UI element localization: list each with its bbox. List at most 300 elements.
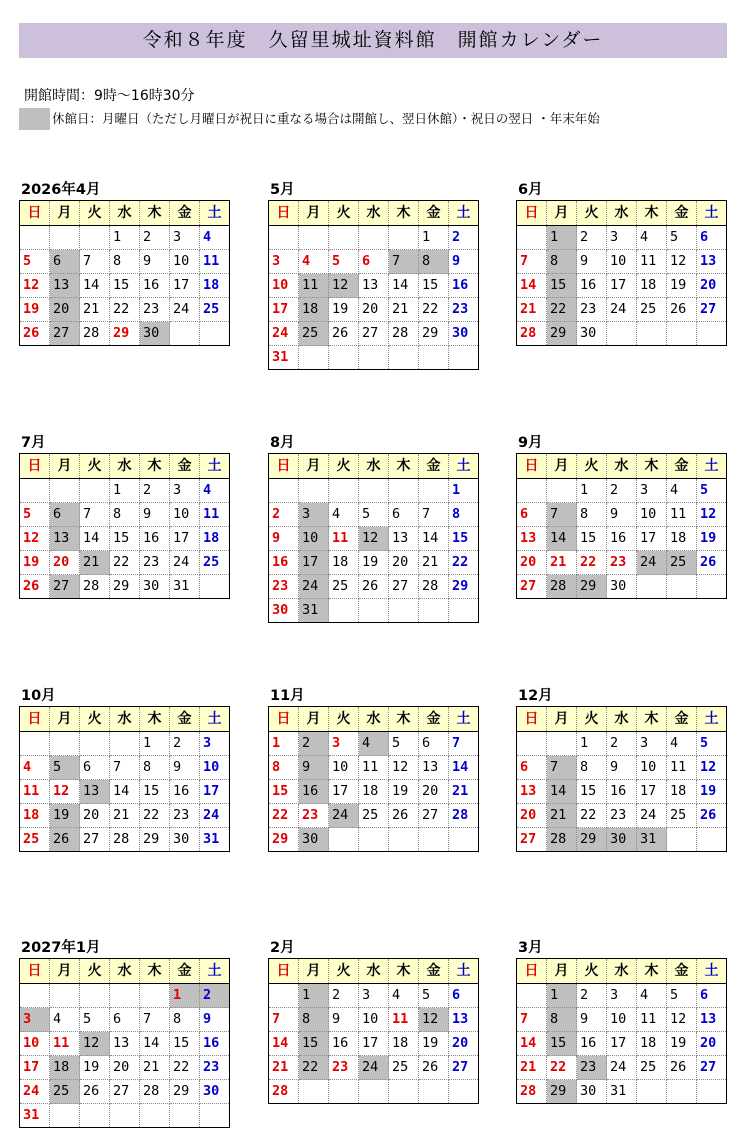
weekday-header: 日: [269, 201, 299, 226]
week-row: [20, 780, 230, 804]
empty-cell: [50, 984, 80, 1008]
day-cell: 24: [637, 804, 667, 828]
day-cell: 8: [577, 503, 607, 527]
day-cell: 3: [607, 226, 637, 250]
closed-day-cell: 24: [637, 551, 667, 575]
weekday-header: 木: [389, 707, 419, 732]
weekday-header-row: [517, 707, 727, 732]
day-cell: 1: [140, 732, 170, 756]
day-cell: 15: [140, 780, 170, 804]
week-row: [517, 1008, 727, 1032]
day-cell: 10: [269, 274, 299, 298]
weekday-header: 水: [607, 707, 637, 732]
closed-day-cell: 24: [299, 575, 329, 599]
empty-cell: [449, 1080, 479, 1104]
day-cell: 7: [269, 1008, 299, 1032]
week-row: [517, 250, 727, 274]
day-cell: 13: [449, 1008, 479, 1032]
closed-day-cell: 3: [20, 1008, 50, 1032]
closed-day-cell: 4: [359, 732, 389, 756]
weekday-header: 火: [577, 454, 607, 479]
day-cell: 28: [110, 828, 140, 852]
weekday-header: 金: [667, 201, 697, 226]
closed-day-cell: 20: [50, 298, 80, 322]
day-cell: 5: [667, 984, 697, 1008]
closed-day-cell: 8: [547, 250, 577, 274]
day-cell: 15: [269, 780, 299, 804]
closed-day-cell: 6: [50, 250, 80, 274]
closed-day-cell: 2: [200, 984, 230, 1008]
weekday-header-row: [20, 707, 230, 732]
day-cell: 22: [577, 804, 607, 828]
weekday-header: 火: [577, 201, 607, 226]
empty-cell: [359, 599, 389, 623]
day-cell: 1: [449, 479, 479, 503]
week-row: [20, 1080, 230, 1104]
closed-day-cell: 8: [547, 1008, 577, 1032]
day-cell: 14: [449, 756, 479, 780]
day-cell: 3: [200, 732, 230, 756]
closed-day-cell: 7: [547, 503, 577, 527]
empty-cell: [637, 322, 667, 346]
weekday-header: 土: [449, 201, 479, 226]
weekday-header: 月: [299, 201, 329, 226]
empty-cell: [419, 599, 449, 623]
day-cell: 31: [170, 575, 200, 599]
day-cell: 6: [697, 984, 727, 1008]
closed-day-cell: 21: [80, 551, 110, 575]
day-cell: 18: [200, 527, 230, 551]
empty-cell: [607, 322, 637, 346]
month-calendar: [268, 686, 478, 852]
week-row: [517, 828, 727, 852]
day-cell: 27: [449, 1056, 479, 1080]
empty-cell: [80, 732, 110, 756]
day-cell: 21: [419, 551, 449, 575]
day-cell: 29: [140, 828, 170, 852]
closed-day-cell: 1: [547, 984, 577, 1008]
day-cell: 2: [140, 479, 170, 503]
closed-day-cell: 25: [299, 322, 329, 346]
day-cell: 23: [577, 298, 607, 322]
weekday-header: 日: [517, 201, 547, 226]
day-cell: 12: [20, 527, 50, 551]
day-cell: 20: [697, 1032, 727, 1056]
day-cell: 23: [329, 1056, 359, 1080]
empty-cell: [299, 1080, 329, 1104]
day-cell: 31: [203, 831, 220, 847]
closed-day-cell: 13: [50, 527, 80, 551]
day-cell: 11: [667, 503, 697, 527]
empty-cell: [667, 322, 697, 346]
week-row: [20, 575, 230, 599]
day-cell: 19: [667, 274, 697, 298]
day-cell: 21: [110, 804, 140, 828]
day-cell: 6: [389, 503, 419, 527]
day-cell: 28: [140, 1080, 170, 1104]
closed-day-cell: 25: [667, 551, 697, 575]
month-table: [19, 958, 230, 1128]
day-cell: 13: [697, 250, 727, 274]
day-cell: 27: [697, 298, 727, 322]
day-cell: 10: [20, 1032, 50, 1056]
month-title: 10月: [21, 688, 56, 704]
closed-day-cell: 30: [299, 828, 329, 852]
day-cell: 15: [577, 527, 607, 551]
day-cell: 14: [110, 780, 140, 804]
day-cell: 26: [80, 1080, 110, 1104]
week-row: [517, 756, 727, 780]
week-row: [517, 503, 727, 527]
day-cell: 14: [389, 274, 419, 298]
week-row: [20, 732, 230, 756]
day-cell: 2: [329, 984, 359, 1008]
day-cell: 2: [577, 984, 607, 1008]
week-row: [517, 479, 727, 503]
day-cell: 26: [667, 1056, 697, 1080]
weekday-header: 木: [637, 454, 667, 479]
day-cell: 28: [389, 322, 419, 346]
day-cell: 15: [577, 780, 607, 804]
day-cell: 1: [577, 732, 607, 756]
weekday-header: 火: [577, 707, 607, 732]
day-cell: 9: [577, 250, 607, 274]
day-cell: 5: [329, 250, 359, 274]
day-cell: 15: [419, 274, 449, 298]
day-cell: 17: [20, 1056, 50, 1080]
day-cell: 15: [170, 1032, 200, 1056]
day-cell: 26: [667, 298, 697, 322]
weekday-header: 土: [697, 201, 727, 226]
day-cell: 24: [269, 322, 299, 346]
week-row: [269, 1080, 479, 1104]
day-cell: 26: [329, 322, 359, 346]
week-row: [269, 756, 479, 780]
week-row: [20, 1032, 230, 1056]
day-cell: 8: [110, 250, 140, 274]
day-cell: 22: [140, 804, 170, 828]
closed-day-cell: 11: [299, 274, 329, 298]
day-cell: 27: [517, 575, 547, 599]
week-row: [20, 503, 230, 527]
page-title: 令和８年度 久留里城址資料館 開館カレンダー: [19, 23, 727, 58]
closed-day-cell: 6: [50, 503, 80, 527]
day-cell: 26: [419, 1056, 449, 1080]
weekday-header: 火: [80, 707, 110, 732]
day-cell: 4: [667, 732, 697, 756]
weekday-header: 日: [269, 454, 299, 479]
weekday-header: 土: [697, 959, 727, 984]
week-row: [517, 732, 727, 756]
week-row: [517, 1032, 727, 1056]
day-cell: 26: [20, 322, 50, 346]
empty-cell: [389, 599, 419, 623]
month-calendar: [516, 686, 726, 852]
weekday-header-row: [269, 201, 479, 226]
closed-day-cell: 26: [50, 828, 80, 852]
week-row: [517, 804, 727, 828]
closed-day-cell: 1: [547, 226, 577, 250]
closed-day-cell: 8: [299, 1008, 329, 1032]
empty-cell: [110, 984, 140, 1008]
empty-cell: [269, 984, 299, 1008]
weekday-header-row: [517, 959, 727, 984]
day-cell: 2: [607, 479, 637, 503]
day-cell: 18: [329, 551, 359, 575]
empty-cell: [419, 346, 449, 370]
day-cell: 10: [637, 756, 667, 780]
day-cell: 12: [389, 756, 419, 780]
day-cell: 4: [200, 226, 230, 250]
day-cell: 23: [449, 298, 479, 322]
day-cell: 4: [637, 226, 667, 250]
day-cell: 25: [389, 1056, 419, 1080]
day-cell: 13: [359, 274, 389, 298]
weekday-header: 木: [140, 707, 170, 732]
day-cell: 10: [359, 1008, 389, 1032]
day-cell: 3: [637, 732, 667, 756]
day-cell: 17: [359, 1032, 389, 1056]
weekday-header: 水: [110, 959, 140, 984]
day-cell: 17: [607, 1032, 637, 1056]
day-cell: 9: [449, 250, 479, 274]
day-cell: 20: [80, 804, 110, 828]
week-row: [269, 226, 479, 250]
day-cell: 24: [607, 1056, 637, 1080]
empty-cell: [449, 828, 479, 852]
day-cell: 18: [20, 804, 50, 828]
empty-cell: [329, 346, 359, 370]
empty-cell: [299, 479, 329, 503]
day-cell: 17: [200, 780, 230, 804]
day-cell: 22: [170, 1056, 200, 1080]
day-cell: 30: [170, 828, 200, 852]
day-cell: 6: [517, 756, 547, 780]
empty-cell: [329, 1080, 359, 1104]
weekday-header: 火: [329, 959, 359, 984]
day-cell: 29: [269, 828, 299, 852]
day-cell: 22: [577, 551, 607, 575]
closed-day-cell: 25: [50, 1080, 80, 1104]
closed-day-swatch: [19, 108, 50, 130]
closed-day-cell: 1: [299, 984, 329, 1008]
month-calendar: [19, 433, 229, 599]
day-cell: 14: [80, 527, 110, 551]
closed-day-cell: 1: [170, 984, 200, 1008]
empty-cell: [329, 479, 359, 503]
weekday-header: 土: [697, 454, 727, 479]
day-cell: 2: [269, 503, 299, 527]
day-cell: 22: [547, 1056, 577, 1080]
week-row: [269, 828, 479, 852]
day-cell: 23: [607, 551, 637, 575]
weekday-header: 金: [667, 454, 697, 479]
month-table: [516, 706, 727, 852]
day-cell: 21: [140, 1056, 170, 1080]
day-cell: 15: [110, 527, 140, 551]
weekday-header: 月: [50, 959, 80, 984]
day-cell: 16: [200, 1032, 230, 1056]
day-cell: 27: [80, 828, 110, 852]
closed-day-cell: 22: [299, 1056, 329, 1080]
day-cell: 6: [517, 503, 547, 527]
day-cell: 2: [170, 732, 200, 756]
weekday-header: 火: [329, 454, 359, 479]
closed-day-cell: 12: [419, 1008, 449, 1032]
empty-cell: [50, 1104, 80, 1128]
weekday-header-row: [269, 707, 479, 732]
day-cell: 20: [359, 298, 389, 322]
empty-cell: [20, 732, 50, 756]
day-cell: 8: [110, 503, 140, 527]
weekday-header: 日: [20, 959, 50, 984]
day-cell: 9: [140, 250, 170, 274]
day-cell: 28: [269, 1080, 299, 1104]
day-cell: 10: [607, 250, 637, 274]
day-cell: 20: [110, 1056, 140, 1080]
day-cell: 12: [50, 780, 80, 804]
closed-day-cell: 23: [577, 1056, 607, 1080]
empty-cell: [389, 828, 419, 852]
day-cell: 3: [329, 732, 359, 756]
empty-cell: [20, 479, 50, 503]
weekday-header: 月: [50, 454, 80, 479]
weekday-header: 水: [359, 959, 389, 984]
day-cell: 22: [110, 551, 140, 575]
week-row: [20, 250, 230, 274]
day-cell: 18: [637, 274, 667, 298]
month-calendar: [268, 433, 478, 623]
day-cell: 8: [269, 756, 299, 780]
day-cell: 7: [140, 1008, 170, 1032]
empty-cell: [50, 226, 80, 250]
weekday-header: 月: [547, 707, 577, 732]
day-cell: 24: [20, 1080, 50, 1104]
day-cell: 6: [359, 250, 389, 274]
weekday-header: 土: [200, 201, 230, 226]
weekday-header: 月: [547, 959, 577, 984]
closed-day-cell: 22: [547, 298, 577, 322]
day-cell: 3: [359, 984, 389, 1008]
day-cell: 2: [607, 732, 637, 756]
closed-day-cell: 16: [299, 780, 329, 804]
month-title: 9月: [518, 435, 543, 451]
empty-cell: [517, 732, 547, 756]
day-cell: 9: [607, 756, 637, 780]
month-table: [516, 958, 727, 1104]
week-row: [517, 780, 727, 804]
day-cell: 5: [697, 479, 727, 503]
weekday-header: 土: [697, 707, 727, 732]
weekday-header: 火: [329, 201, 359, 226]
empty-cell: [50, 479, 80, 503]
week-row: [269, 780, 479, 804]
day-cell: 8: [170, 1008, 200, 1032]
day-cell: 19: [667, 1032, 697, 1056]
week-row: [517, 575, 727, 599]
day-cell: 16: [329, 1032, 359, 1056]
weekday-header: 日: [20, 201, 50, 226]
empty-cell: [667, 1080, 697, 1104]
day-cell: 25: [637, 298, 667, 322]
day-cell: 19: [80, 1056, 110, 1080]
day-cell: 9: [140, 503, 170, 527]
day-cell: 5: [359, 503, 389, 527]
month-title: 5月: [270, 182, 295, 198]
day-cell: 21: [517, 1056, 547, 1080]
closed-day-cell: 28: [547, 575, 577, 599]
day-cell: 5: [697, 732, 727, 756]
empty-cell: [80, 984, 110, 1008]
month-calendar: [516, 180, 726, 346]
day-cell: 18: [637, 1032, 667, 1056]
weekday-header-row: [269, 454, 479, 479]
day-cell: 26: [20, 575, 50, 599]
weekday-header: 水: [110, 201, 140, 226]
day-cell: 11: [50, 1032, 80, 1056]
day-cell: 6: [697, 226, 727, 250]
closed-day-cell: 28: [547, 828, 577, 852]
weekday-header: 日: [517, 707, 547, 732]
weekday-header: 火: [80, 201, 110, 226]
week-row: [269, 298, 479, 322]
closed-day-cell: 29: [577, 575, 607, 599]
weekday-header: 金: [419, 959, 449, 984]
closed-day-cell: 15: [299, 1032, 329, 1056]
month-table: [268, 706, 479, 852]
week-row: [20, 322, 230, 346]
month-title: 2026年4月: [21, 182, 101, 198]
week-row: [269, 274, 479, 298]
day-cell: 14: [517, 1032, 547, 1056]
empty-cell: [20, 226, 50, 250]
day-cell: 29: [419, 322, 449, 346]
week-row: [269, 1056, 479, 1080]
weekday-header: 月: [50, 707, 80, 732]
empty-cell: [667, 828, 697, 852]
weekday-header: 木: [637, 707, 667, 732]
week-row: [20, 828, 230, 852]
week-row: [20, 551, 230, 575]
day-cell: 21: [449, 780, 479, 804]
day-cell: 9: [200, 1008, 230, 1032]
week-row: [269, 322, 479, 346]
month-table: [19, 706, 230, 852]
day-cell: 9: [577, 1008, 607, 1032]
empty-cell: [517, 984, 547, 1008]
week-row: [517, 1056, 727, 1080]
day-cell: 3: [637, 479, 667, 503]
weekday-header: 木: [637, 959, 667, 984]
closed-day-cell: 24: [359, 1056, 389, 1080]
day-cell: 3: [170, 226, 200, 250]
day-cell: 13: [419, 756, 449, 780]
day-cell: 20: [50, 551, 80, 575]
day-cell: 27: [110, 1080, 140, 1104]
day-cell: 27: [389, 575, 419, 599]
closed-day-cell: 27: [50, 322, 80, 346]
day-cell: 6: [419, 732, 449, 756]
day-cell: 5: [419, 984, 449, 1008]
day-cell: 29: [110, 575, 140, 599]
day-cell: 25: [637, 1056, 667, 1080]
day-cell: 3: [269, 250, 299, 274]
week-row: [20, 298, 230, 322]
week-row: [269, 346, 479, 370]
day-cell: 12: [667, 1008, 697, 1032]
empty-cell: [547, 732, 577, 756]
empty-cell: [547, 479, 577, 503]
